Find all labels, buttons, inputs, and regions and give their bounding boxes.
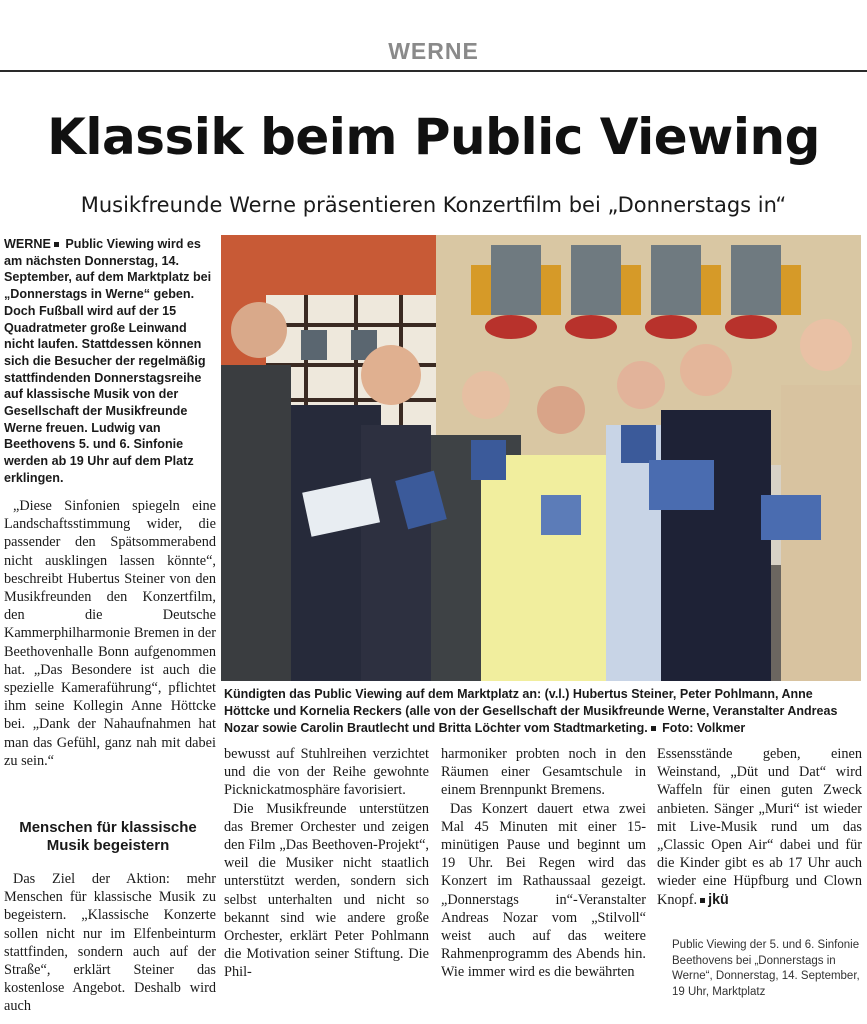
section-rule — [0, 70, 867, 72]
paragraph: Die Musikfreunde unterstützen das Bremer Orchester und zeigen den Film „Das Beethoven-Projekt“, weil die Musiker nicht staatlich unterstützt werden, sondern sich selbst unterhalten und nicht so bekannt sind wie andere große Orchester, erklärt Peter Pohlmann die Motivation seiner Stiftung. Die Phil- — [224, 800, 429, 981]
paragraph-text: Essensstände geben, einen Weinstand, „Düt und Dat“ wird Waffeln für einen guten Zweck anbieten. Sänger „Muri“ ist wieder mit Live-Musik rund um das „Classic Open Air“ dabei und für die Kinder gibt es ab 17 Uhr auch wieder eine Hüpfburg und Clown Knopf. — [657, 746, 862, 908]
paragraph: Das Ziel der Aktion: mehr Menschen für klassische Musik zu begeistern. „Klassische Konzerte sollen nicht nur im Elfenbeinturm stattfinden, sondern auch auf der Straße“, erklärt Steiner das kostenlose Angebot. Deshalb wird auch — [4, 871, 216, 1015]
article-column-2 — [224, 745, 429, 982]
article-column-4 — [657, 745, 862, 909]
section-label: WERNE — [388, 38, 479, 64]
end-square — [700, 898, 705, 903]
paragraph: Das Konzert dauert etwa zwei Mal 45 Minuten mit einer 15-minütigen Pause und beginnt um 19 Uhr. Bei Regen wird das Konzert im Rathaussaal gezeigt. „Donnerstags in“-Veranstalter Andreas Nozar vom „Stilvoll“ weist auch auf das weitere Rahmenprogramm des Abends hin. Wie immer wird es die bewährten — [441, 800, 646, 981]
lead-paragraph — [4, 236, 216, 487]
dateline-square — [54, 242, 59, 247]
paragraph: harmoniker probten noch in den Räumen einer Gesamtschule in einem Brennpunkt Bremens. — [441, 746, 646, 799]
info-box: Public Viewing der 5. und 6. Sinfonie Beethovens bei „Donnerstags in Werne“, Donnerstag, 14. September, 19 Uhr, Marktplatz — [672, 939, 860, 998]
lead-text: Public Viewing wird es am nächsten Donnerstag, 14. September, auf dem Marktplatz bei „Donnerstags in Werne“ geben. Doch Fußball wird auf der 15 Quadratmeter große Leinwand nicht laufen. Stattdessen können sich die Besucher der regelmäßig stattfindenden Donnerstagsreihe auf klassische Musik von der Gesellschaft der Musikfreunde Werne freuen. Ludwig van Beethovens 5. und 6. Sinfonie werden ab 19 Uhr auf dem Platz erklingen. — [4, 237, 212, 485]
headline: Klassik beim Public Viewing — [47, 108, 820, 166]
photo-caption — [224, 686, 862, 737]
article-column-1 — [4, 497, 216, 770]
caption-square — [651, 726, 656, 731]
paragraph: „Diese Sinfonien spiegeln eine Landschaftsstimmung wider, die passender den Spätsommerabend nicht ausklingen lassen könnte“, beschreibt Hubertus Steiner von den Musikfreunden den Konzertfilm, den die Deutsche Kammerphilharmonie Bremen in der Beethovenhalle Bonn aufgenommen hat. „Das Besondere ist auch die spezielle Kameraführung“, pflichtet ihm seine Kollegin Anne Höttcke bei. „Dank der Nahaufnahmen hat man das Gefühl, ganz nah mit dabei zu sein.“ — [4, 498, 216, 769]
article-column-3 — [441, 745, 646, 982]
article-column-1-continued — [4, 870, 216, 1016]
photo-credit: Foto: Volkmer — [662, 721, 746, 735]
caption-text: Kündigten das Public Viewing auf dem Marktplatz an: (v.l.) Hubertus Steiner, Peter Pohlmann, Anne Höttcke und Kornelia Reckers (alle von der Gesellschaft der Musikfreunde Werne, Veranstalter Andreas Nozar sowie Carolin Brautlecht und Britta Löchter vom Stadtmarketing. — [224, 687, 838, 735]
byline: jkü — [708, 891, 729, 908]
photo-illustration — [221, 235, 861, 681]
paragraph — [657, 745, 862, 909]
paragraph: bewusst auf Stuhlreihen verzichtet und die von der Reihe gewohnte Picknickatmosphäre favorisiert. — [224, 746, 429, 799]
dateline: WERNE — [4, 237, 51, 251]
article-subheading: Menschen für klassische Musik begeistern — [19, 819, 197, 854]
subheadline: Musikfreunde Werne präsentieren Konzertfilm bei „Donnerstags in“ — [80, 193, 787, 217]
article-photo — [221, 235, 861, 681]
